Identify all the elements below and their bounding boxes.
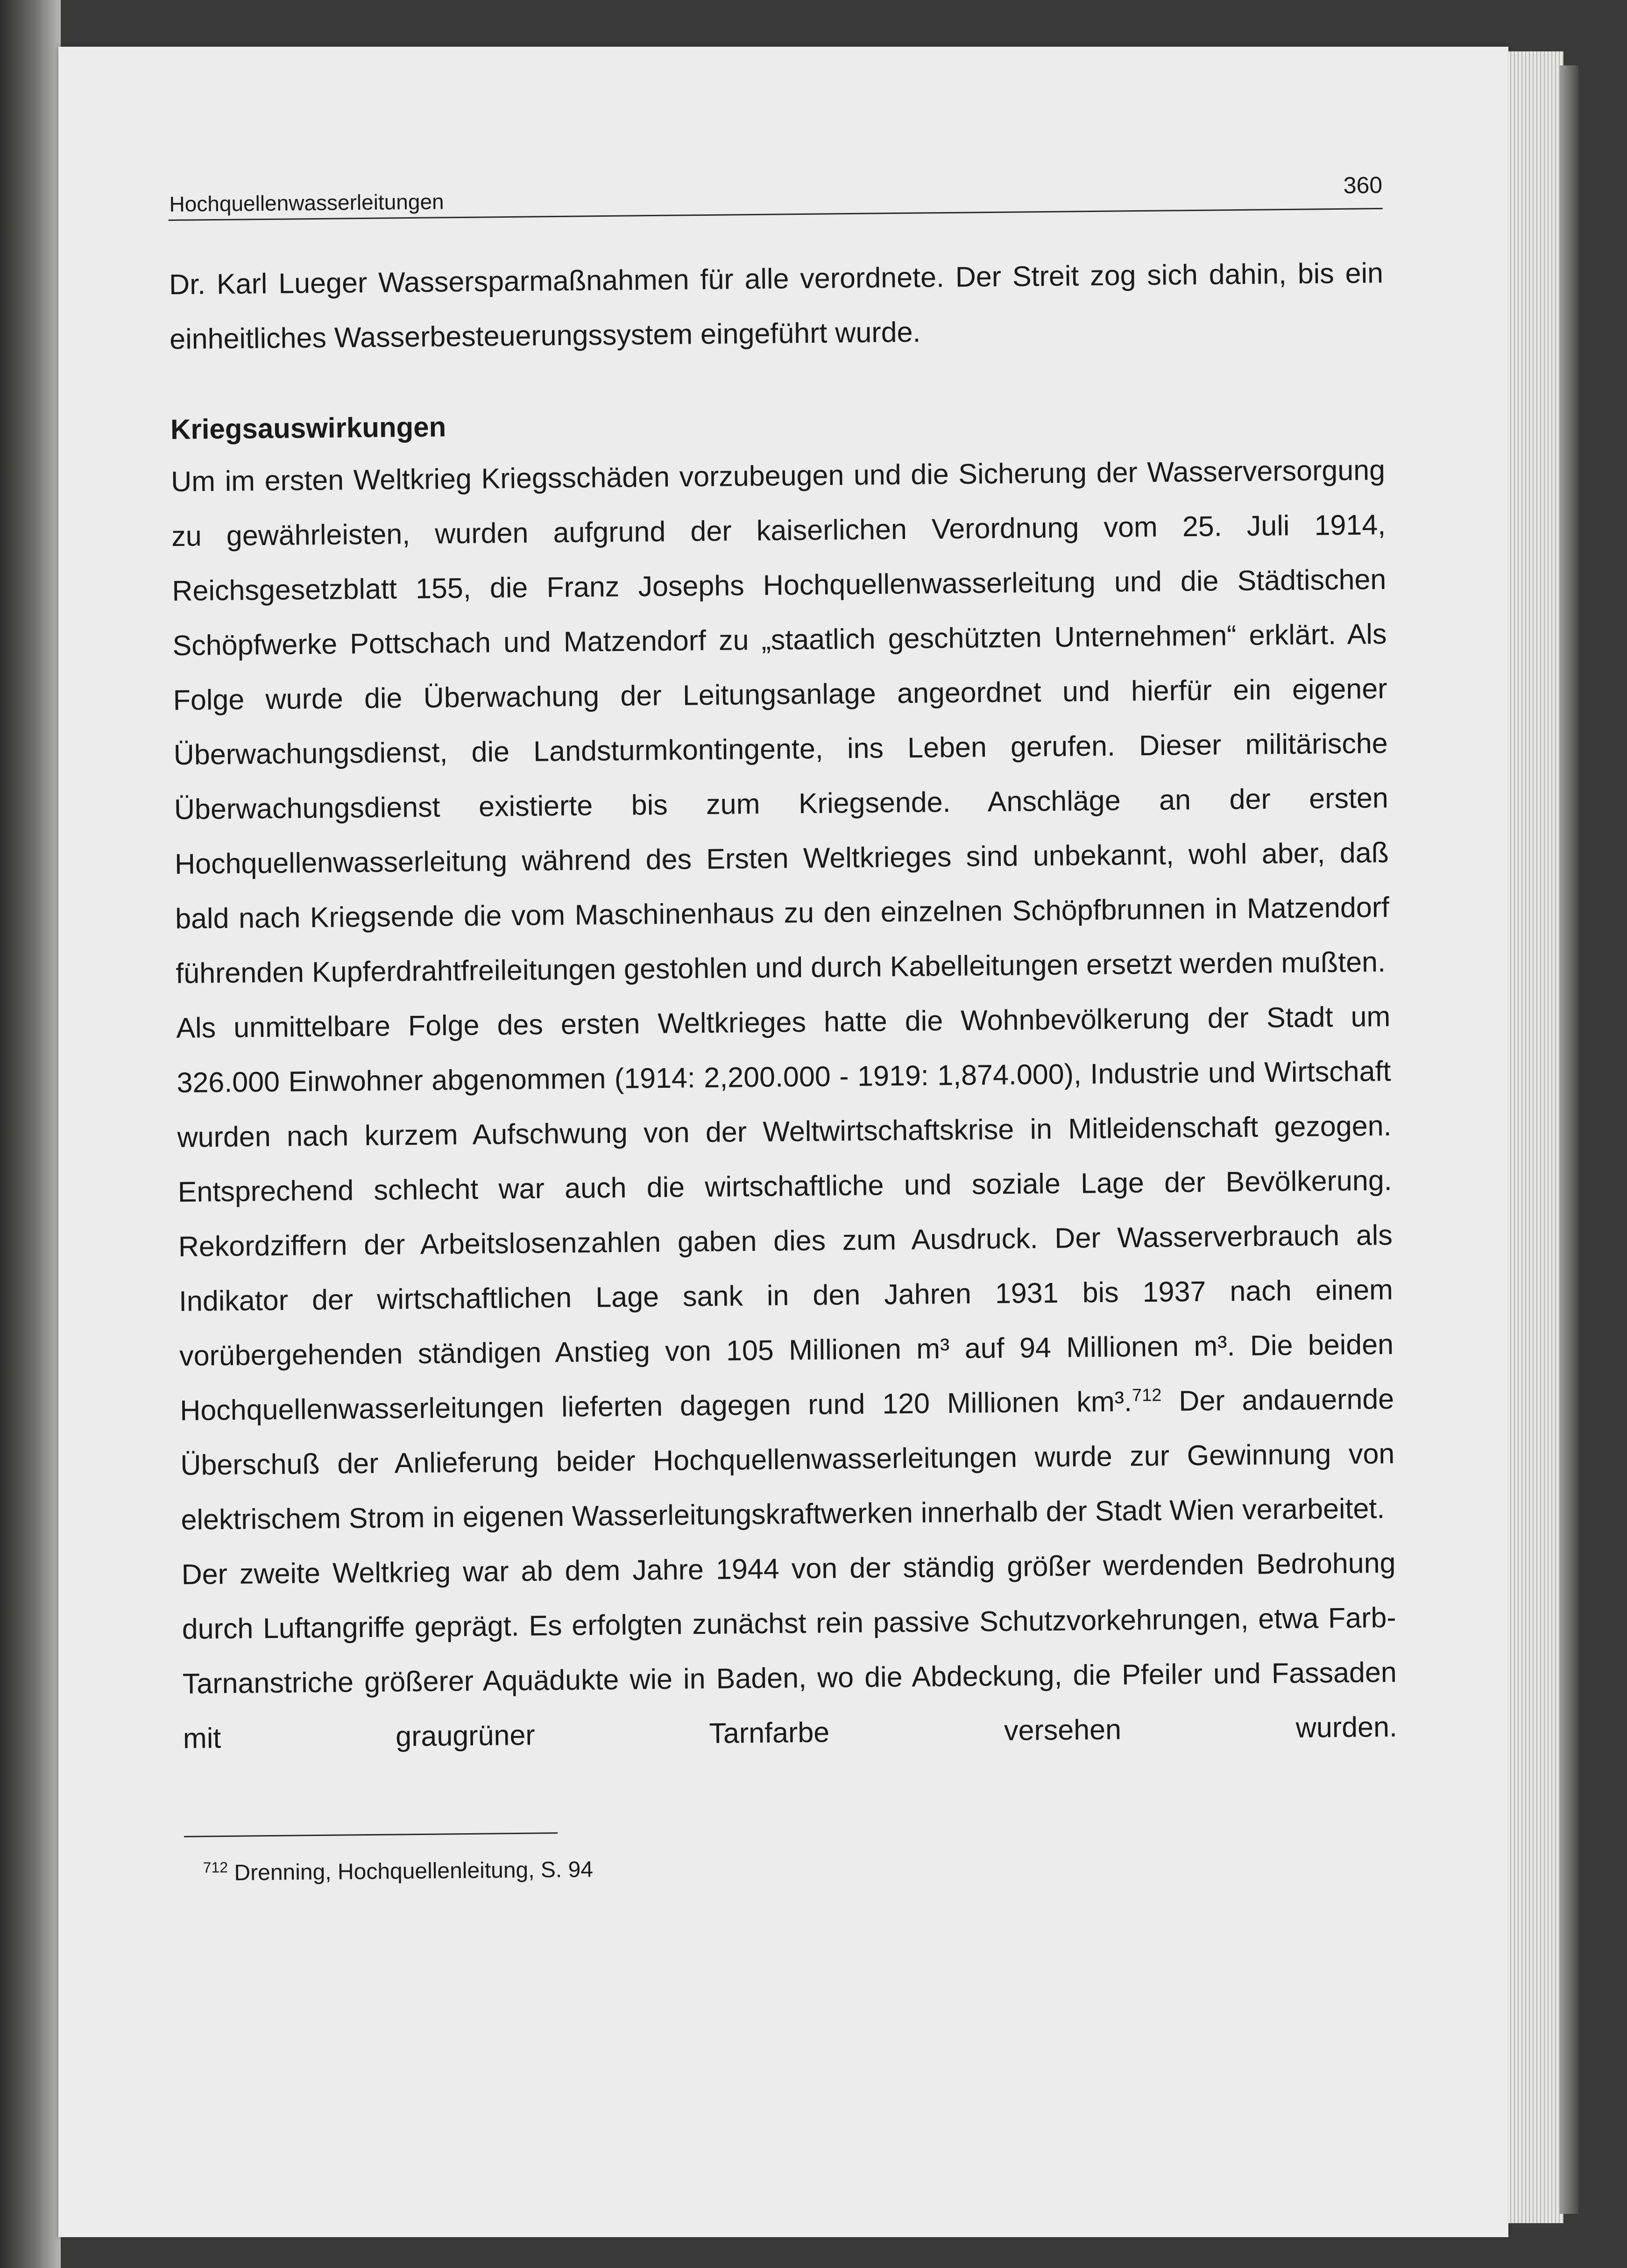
paragraph-3: Der zweite Weltkrieg war ab dem Jahre 1944 von der ständig größer werdenden Bedrohung durch Luftangriffe geprägt. Es erfolgten zunächst rein passive Schutzvorkehrungen, etwa Farb-Tarnanstriche größerer Aquädukte wie in Baden, wo die Abdeckung, die Pfeiler und Fassaden mit graugrüner Tarnfarbe versehen wurden. bbox=[181, 1546, 1398, 1754]
body-text bbox=[169, 246, 1398, 1766]
paragraph-2-part-2: Der andauernde Überschuß der Anlieferung beider Hochquellenwasserleitungen wurde zur Gewinnung von elektrischem Strom in eigenen Wasserleitungskraftwerken innerhalb der Stadt Wien verarbeitet. bbox=[180, 1382, 1395, 1536]
section-heading: Kriegsauswirkungen bbox=[170, 411, 446, 445]
left-page-edge bbox=[0, 0, 61, 2268]
footnote-separator bbox=[184, 1832, 558, 1837]
header-title: Hochquellenwasserleitungen bbox=[169, 189, 444, 216]
footnote-number: 712 bbox=[203, 1858, 228, 1876]
page-stack-edge bbox=[1507, 51, 1563, 2223]
page-stack-shadow bbox=[1560, 65, 1578, 2214]
intro-paragraph: Dr. Karl Lueger Wassersparmaßnahmen für alle verordnete. Der Streit zog sich dahin, bis ein einheitliches Wasserbesteuerungssystem eingeführt wurde. bbox=[169, 257, 1384, 355]
footnote-reference[interactable]: 712 bbox=[1132, 1385, 1162, 1405]
footnote-text: Drenning, Hochquellenleitung, S. 94 bbox=[227, 1857, 594, 1885]
paragraph-2 bbox=[176, 989, 1395, 1547]
paragraph-2-part-1: Als unmittelbare Folge des ersten Weltkrieges hatte die Wohnbevölkerung der Stadt um 326.000 Einwohner abgenommen (1914: 2,200.000 - 1919: 1,874.000), Industrie und Wirtschaft wurden nach kurzem Aufschwung von der Weltwirtschaftskrise in Mitleidenschaft gezogen. Entsprechend schlecht war auch die wirtschaftliche und soziale Lage der Bevölkerung. Rekordziffern der Arbeitslosenzahlen gaben dies zum Ausdruck. Der Wasserverbrauch als Indikator der wirtschaftlichen Lage sank in den Jahren 1931 bis 1937 nach einem vorübergehenden ständigen Anstieg von 105 Millionen m³ auf 94 Millionen m³. Die beiden Hochquellenwasserleitungen lieferten dagegen rund 120 Millionen km³. bbox=[176, 1000, 1394, 1426]
page-content bbox=[168, 170, 1399, 1886]
paragraph-1: Um im ersten Weltkrieg Kriegsschäden vorzubeugen und die Sicherung der Wasserversorgung zu gewährleisten, wurden aufgrund der kaiserlichen Verordnung vom 25. Juli 1914, Reichsgesetzblatt 155, die Franz Josephs Hochquellenwasserleitung und die Städtischen Schöpfwerke Pottschach und Matzendorf zu „staatlich geschützten Unternehmen“ erklärt. Als Folge wurde die Überwachung der Leitungsanlage angeordnet und hierfür ein eigener Überwachungsdienst, die Landsturmkontingente, ins Leben gerufen. Dieser militärische Überwachungsdienst existierte bis zum Kriegsende. Anschläge an der ersten Hochquellenwasserleitung während des Ersten Weltkrieges sind unbekannt, wohl aber, daß bald nach Kriegsende die vom Maschinenhaus zu den einzelnen Schöpfbrunnen in Matzendorf führenden Kupferdrahtfreileitungen gestohlen und durch Kabelleitungen ersetzt werden mußten. bbox=[170, 454, 1390, 989]
page-number: 360 bbox=[1343, 172, 1383, 198]
